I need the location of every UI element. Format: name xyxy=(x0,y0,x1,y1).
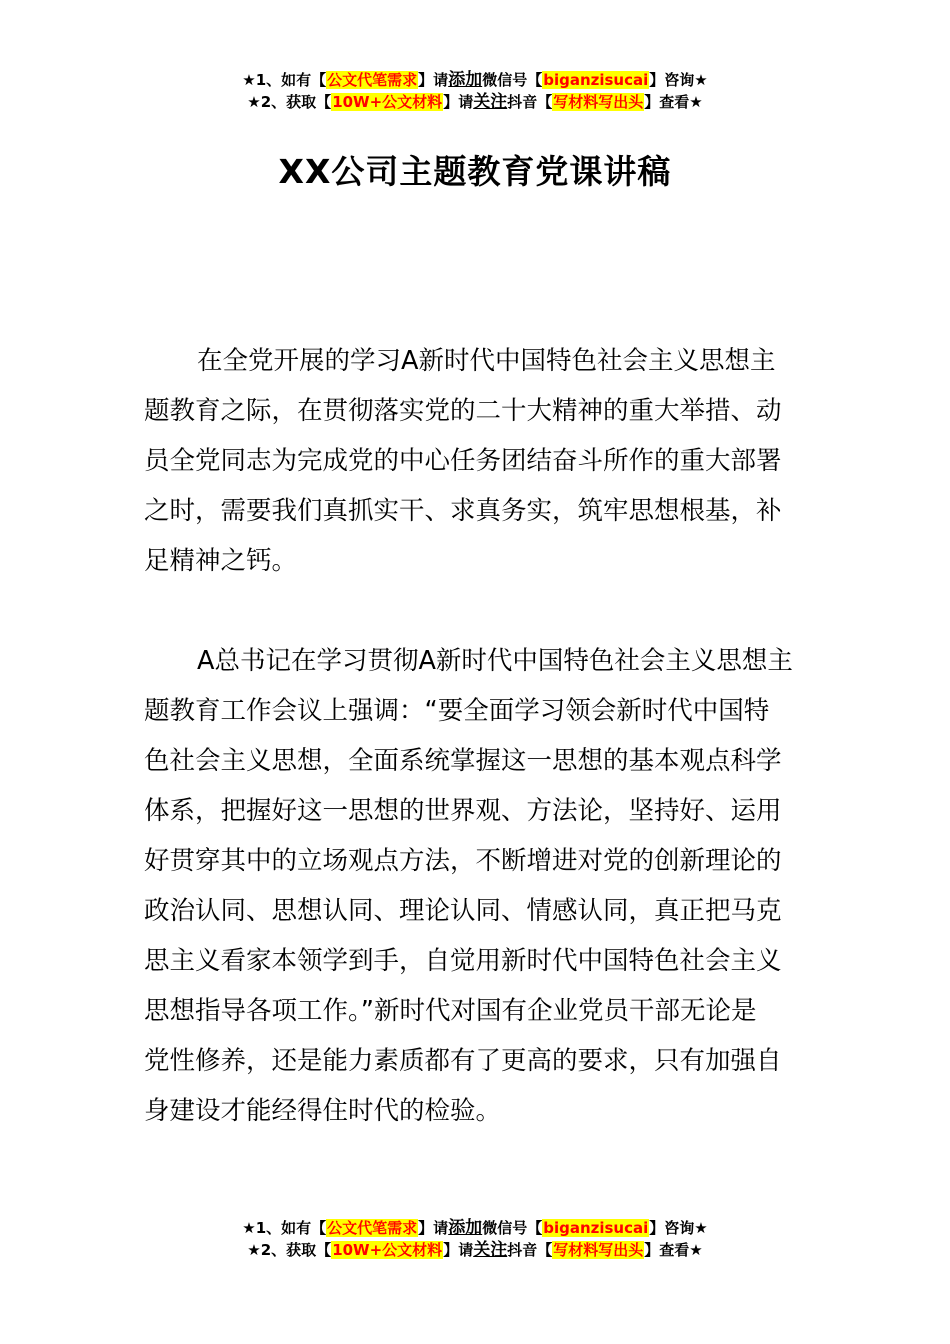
banner-highlight-service: 公文代笔需求 xyxy=(327,1219,418,1237)
paragraph-line: 员全党同志为完成党的中心任务团结奋斗所作的重大部署 xyxy=(144,446,782,476)
paragraph-2 xyxy=(144,636,806,1136)
paragraph-line: 好贯穿其中的立场观点方法，不断增进对党的创新理论的 xyxy=(144,846,782,876)
paragraph-line: 党性修养，还是能力素质都有了更高的要求，只有加强自 xyxy=(144,1046,782,1076)
paragraph-line: 之时，需要我们真抓实干、求真务实，筑牢思想根基，补 xyxy=(144,496,782,526)
paragraph-line: 题教育之际，在贯彻落实党的二十大精神的重大举措、动 xyxy=(144,396,782,426)
paragraph-line: A总书记在学习贯彻A新时代中国特色社会主义思想主 xyxy=(197,646,793,676)
banner-highlight-materials: 10W+公文材料 xyxy=(332,1241,443,1259)
star-icon: ★ xyxy=(694,1219,708,1237)
paragraph-line: 体系，把握好这一思想的世界观、方法论，坚持好、运用 xyxy=(144,796,782,826)
paragraph-line: 题教育工作会议上强调：“要全面学习领会新时代中国特 xyxy=(144,696,770,726)
banner-line-1: ★1、如有【公文代笔需求】请添加微信号【biganzisucai】咨询★ xyxy=(242,1218,708,1238)
paragraph-line: 在全党开展的学习A新时代中国特色社会主义思想主 xyxy=(197,346,776,376)
star-icon: ★ xyxy=(242,1219,256,1237)
banner-highlight-douyin: 写材料写出头 xyxy=(553,93,644,111)
star-icon: ★ xyxy=(247,1241,261,1259)
star-icon: ★ xyxy=(247,93,261,111)
paragraph-line: 思主义看家本领学到手，自觉用新时代中国特色社会主义 xyxy=(144,946,782,976)
star-icon: ★ xyxy=(242,71,256,89)
banner-highlight-wechat: biganzisucai xyxy=(543,71,649,89)
header-banner xyxy=(0,69,950,113)
paragraph-line: 身建设才能经得住时代的检验。 xyxy=(144,1096,502,1126)
banner-underlined-text: 关注 xyxy=(473,92,508,112)
banner-line-2: ★2、获取【10W+公文材料】请关注抖音【写材料写出头】查看★ xyxy=(247,92,703,112)
banner-highlight-douyin: 写材料写出头 xyxy=(553,1241,644,1259)
banner-line-2: ★2、获取【10W+公文材料】请关注抖音【写材料写出头】查看★ xyxy=(247,1240,703,1260)
banner-highlight-wechat: biganzisucai xyxy=(543,1219,649,1237)
paragraph-1 xyxy=(144,336,806,586)
banner-underlined-text: 关注 xyxy=(473,1240,508,1260)
star-icon: ★ xyxy=(689,1241,703,1259)
paragraph-line: 足精神之钙。 xyxy=(144,546,298,576)
paragraph-line: 色社会主义思想，全面系统掌握这一思想的基本观点科学 xyxy=(144,746,782,776)
banner-underlined-text: 添加 xyxy=(448,1218,483,1238)
banner-highlight-materials: 10W+公文材料 xyxy=(332,93,443,111)
banner-underlined-text: 添加 xyxy=(448,70,483,90)
paragraph-line: 政治认同、思想认同、理论认同、情感认同，真正把马克 xyxy=(144,896,782,926)
footer-banner xyxy=(0,1217,950,1261)
star-icon: ★ xyxy=(689,93,703,111)
banner-line-1: ★1、如有【公文代笔需求】请添加微信号【biganzisucai】咨询★ xyxy=(242,70,708,90)
banner-highlight-service: 公文代笔需求 xyxy=(327,71,418,89)
star-icon: ★ xyxy=(694,71,708,89)
paragraph-line: 思想指导各项工作。”新时代对国有企业党员干部无论是 xyxy=(144,996,757,1026)
document-title: XX公司主题教育党课讲稿 xyxy=(278,152,672,191)
